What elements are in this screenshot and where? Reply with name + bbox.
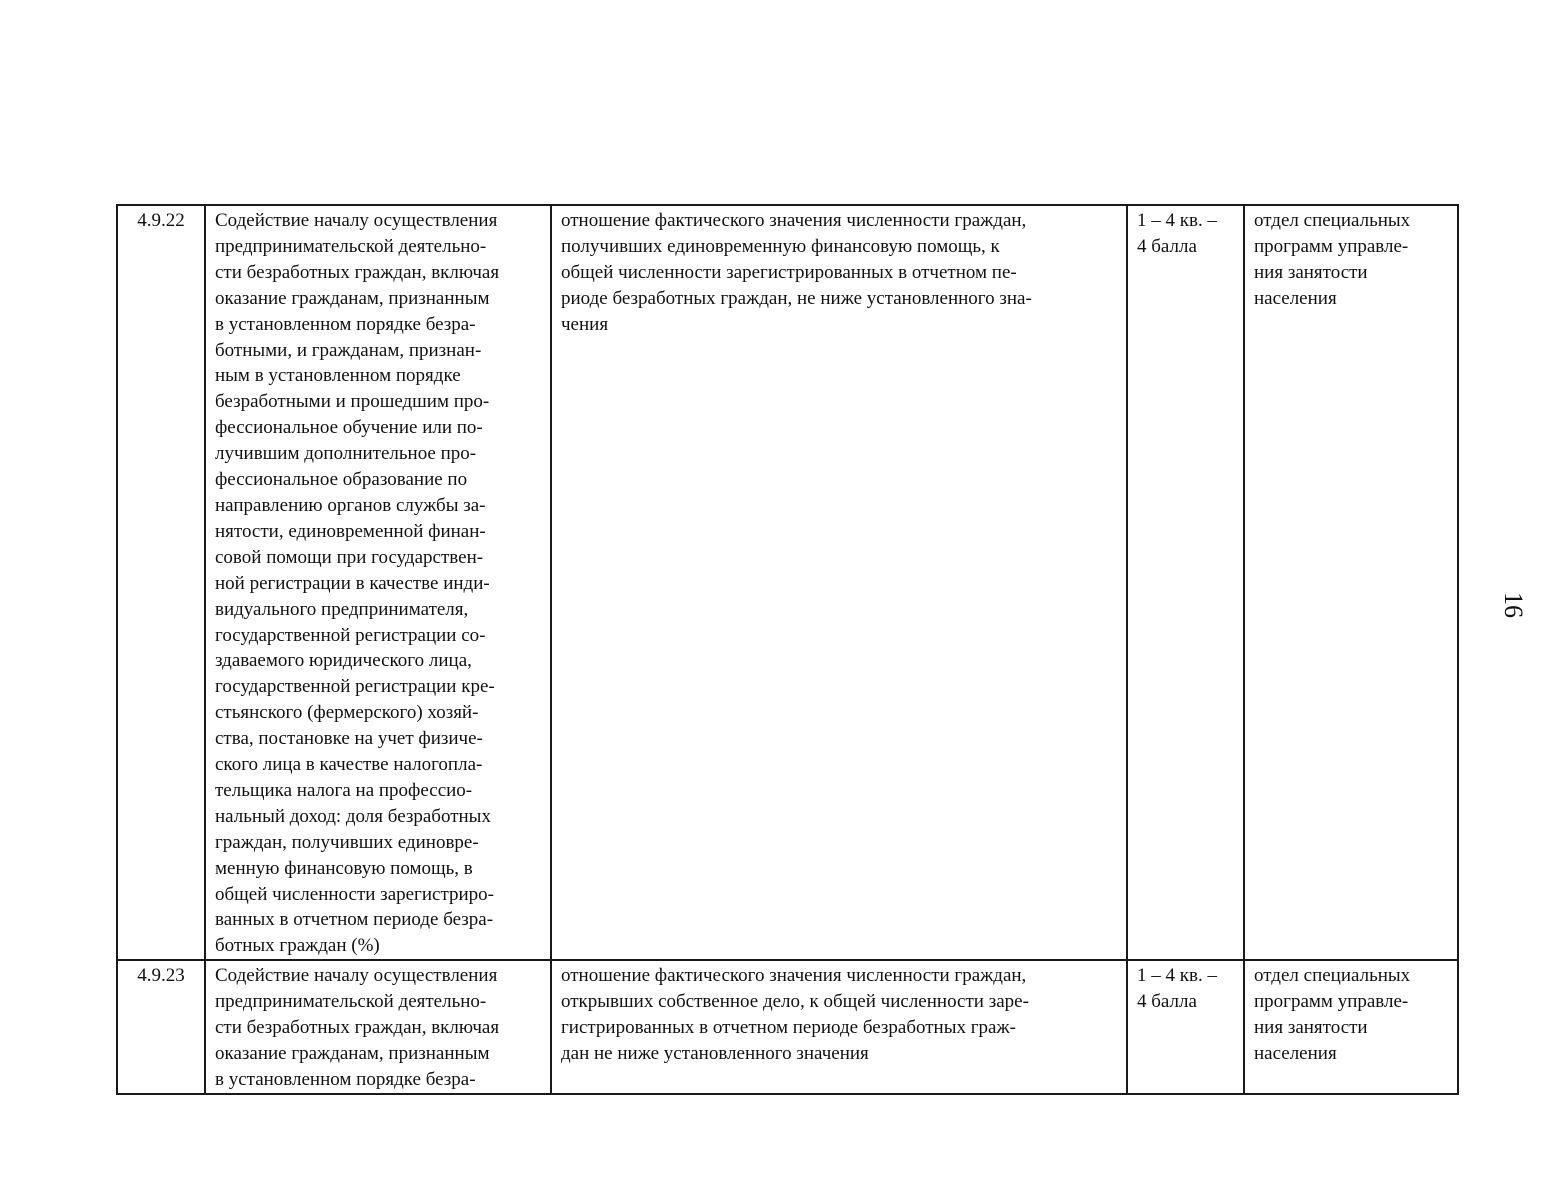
responsible-department: отдел специальных программ управле- ния занятости населения (1244, 205, 1458, 960)
indicator-description: Содействие началу осуществления предпринимательской деятельно- сти безработных граждан, включая оказание гражданам, признанным в установленном порядке безра- ботными, и гражданам, признан- ным в установленном порядке безработными и прошедшим про- фессиональное обучение или по- лучившим дополнительное про- фессиональное образование по направлению органов службы за- нятости, единовременной финан- совой помощи при государствен- ной регистрации в качестве инди- видуального предпринимателя, государственной регистрации со- здаваемого юридического лица, государственной регистрации кре- стьянского (фермерского) хозяй- ства, постановке на учет физиче- ского лица в качестве налогопла- тельщика налога на профессио- нальный доход: доля безработных граждан, получивших единовре- менную финансовую помощь, в общей численности зарегистриро- ванных в отчетном периоде безра- ботных граждан (%) (205, 205, 551, 960)
item-number: 4.9.22 (117, 205, 205, 960)
table-row (117, 205, 1458, 960)
score-cell: 1 – 4 кв. – 4 балла (1127, 205, 1244, 960)
score-cell: 1 – 4 кв. – 4 балла (1127, 960, 1244, 1094)
evaluation-criterion: отношение фактического значения численности граждан, открывших собственное дело, к общей численности заре- гистрированных в отчетном периоде безработных граж- дан не ниже установленного значения (551, 960, 1127, 1094)
table-row (117, 960, 1458, 1094)
page-number: 16 (1499, 592, 1528, 618)
indicators-table (116, 204, 1459, 1095)
evaluation-criterion: отношение фактического значения численности граждан, получивших единовременную финансовую помощь, к общей численности зарегистрированных в отчетном пе- риоде безработных граждан, не ниже установленного зна- чения (551, 205, 1127, 960)
item-number: 4.9.23 (117, 960, 205, 1094)
responsible-department: отдел специальных программ управле- ния занятости населения (1244, 960, 1458, 1094)
indicator-description: Содействие началу осуществления предпринимательской деятельно- сти безработных граждан, включая оказание гражданам, признанным в установленном порядке безра- (205, 960, 551, 1094)
